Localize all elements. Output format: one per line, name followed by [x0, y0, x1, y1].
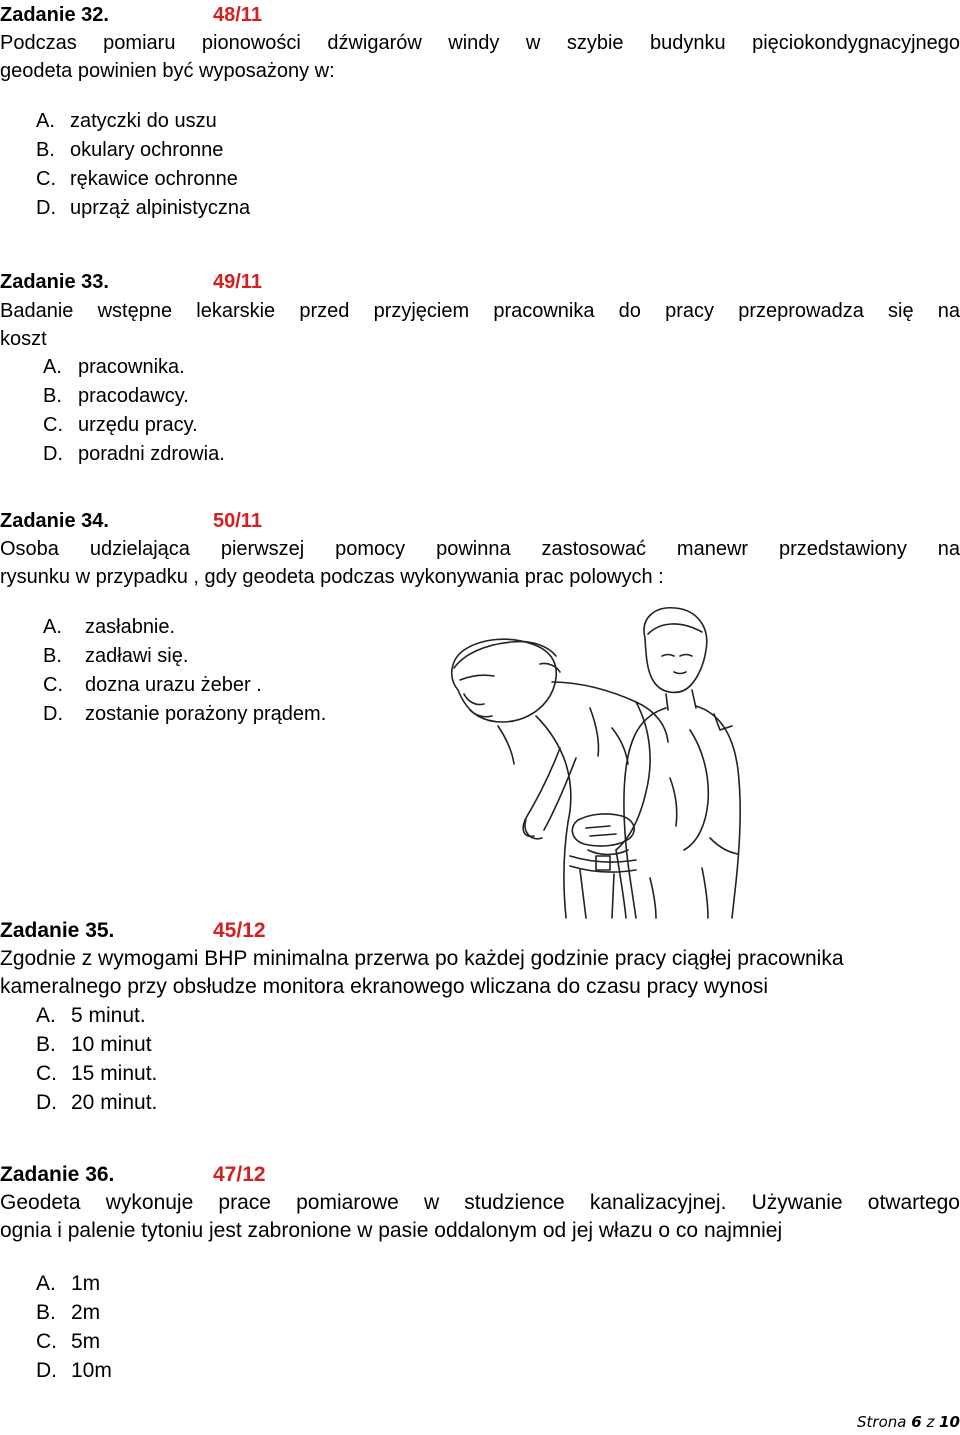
answer-text: 5m [71, 1330, 101, 1353]
answer-text: 5 minut. [71, 1004, 146, 1027]
answer-letter: B. [36, 1301, 56, 1324]
answer-letter: C. [36, 1330, 57, 1353]
answer-text: zostanie porażony prądem. [85, 703, 327, 725]
question-text-line: Zgodnie z wymogami BHP minimalna przerwa po każdej godzinie pracy ciągłej pracownika [0, 947, 844, 970]
answer-option[interactable] [0, 1298, 960, 1327]
answer-letter: D. [36, 1091, 57, 1114]
answer-letter: A. [43, 356, 62, 378]
answer-text: zatyczki do uszu [70, 110, 217, 132]
answer-text: zadławi się. [85, 645, 189, 667]
answer-text: 2m [71, 1301, 101, 1324]
answer-list [0, 1269, 960, 1385]
question-label: Zadanie 33. [0, 271, 109, 293]
answer-letter: B. [43, 385, 62, 407]
answer-text: rękawice ochronne [70, 168, 238, 190]
question-header [0, 917, 960, 945]
answer-option[interactable] [0, 440, 960, 469]
answer-option[interactable] [0, 194, 960, 223]
answer-letter: D. [36, 1359, 57, 1382]
question-text-line: geodeta powinien być wyposażony w: [0, 60, 335, 82]
answer-option[interactable] [0, 1059, 960, 1088]
answer-option[interactable] [0, 1327, 960, 1356]
answer-letter: D. [36, 197, 56, 219]
question-text-line: Podczas pomiaru pionowości dźwigarów windy w szybie budynku pięciokondygnacyjnego [0, 32, 960, 54]
question-text-line: rysunku w przypadku , gdy geodeta podczas wykonywania prac polowych : [0, 566, 664, 588]
answer-letter: B. [36, 139, 55, 161]
question-header [0, 268, 960, 296]
footer-page-number: 6 [911, 1413, 922, 1431]
question-code: 47/12 [213, 1163, 266, 1186]
question-text-line: ognia i palenie tytoniu jest zabronione w pasie oddalonym od jej włazu o co najmniej [0, 1219, 783, 1242]
answer-list [0, 1001, 960, 1117]
heimlich-maneuver-illustration [440, 598, 766, 920]
answer-text: dozna urazu żeber . [85, 674, 262, 696]
question-code: 49/11 [213, 271, 262, 293]
footer-prefix: Strona [857, 1413, 907, 1431]
answer-letter: A. [36, 110, 55, 132]
answer-option[interactable] [0, 411, 960, 440]
answer-option[interactable] [0, 1269, 960, 1298]
answer-option[interactable] [0, 165, 960, 194]
answer-text: uprząż alpinistyczna [70, 197, 251, 219]
answer-letter: C. [43, 414, 63, 436]
answer-list [0, 107, 960, 223]
answer-letter: C. [43, 674, 63, 696]
answer-letter: C. [36, 1062, 57, 1085]
answer-text: zasłabnie. [85, 616, 176, 638]
answer-letter: A. [36, 1272, 56, 1295]
question-header [0, 1, 960, 29]
answer-text: 10m [71, 1359, 112, 1382]
question-35 [0, 917, 960, 1117]
answer-text: 1m [71, 1272, 101, 1295]
answer-letter: D. [43, 703, 63, 725]
answer-text: 20 minut. [71, 1091, 158, 1114]
answer-letter: C. [36, 168, 56, 190]
answer-option[interactable] [0, 382, 960, 411]
answer-letter: B. [36, 1033, 56, 1056]
question-code: 48/11 [213, 4, 262, 26]
answer-letter: D. [43, 443, 63, 465]
question-label: Zadanie 34. [0, 510, 109, 532]
question-36 [0, 1161, 960, 1385]
question-header [0, 1161, 960, 1189]
answer-text: poradni zdrowia. [78, 443, 225, 465]
question-code: 50/11 [213, 510, 262, 532]
question-label: Zadanie 36. [0, 1163, 115, 1186]
answer-text: 15 minut. [71, 1062, 158, 1085]
question-33 [0, 268, 960, 469]
question-text-line: Geodeta wykonuje prace pomiarowe w studzience kanalizacyjnej. Używanie otwartego [0, 1191, 960, 1214]
question-text-line: koszt [0, 328, 47, 350]
answer-text: 10 minut [71, 1033, 152, 1056]
answer-letter: A. [36, 1004, 56, 1027]
answer-option[interactable] [0, 136, 960, 165]
answer-option[interactable] [0, 353, 960, 382]
answer-letter: B. [43, 645, 62, 667]
answer-letter: A. [43, 616, 62, 638]
answer-option[interactable] [0, 1088, 960, 1117]
answer-option[interactable] [0, 107, 960, 136]
footer-separator: z [926, 1413, 935, 1431]
footer-total-pages: 10 [939, 1413, 960, 1431]
question-header [0, 507, 960, 535]
question-label: Zadanie 32. [0, 4, 109, 26]
question-label: Zadanie 35. [0, 919, 115, 942]
question-32 [0, 1, 960, 223]
answer-list [0, 353, 960, 469]
answer-text: urzędu pracy. [78, 414, 198, 436]
question-code: 45/12 [213, 919, 266, 942]
answer-text: pracownika. [78, 356, 185, 378]
answer-option[interactable] [0, 1001, 960, 1030]
question-text-line: kameralnego przy obsłudze monitora ekranowego wliczana do czasu pracy wynosi [0, 975, 769, 998]
answer-text: okulary ochronne [70, 139, 224, 161]
answer-text: pracodawcy. [78, 385, 189, 407]
page-footer [857, 1411, 960, 1433]
answer-option[interactable] [0, 1356, 960, 1385]
answer-option[interactable] [0, 1030, 960, 1059]
question-text-line: Osoba udzielająca pierwszej pomocy powinna zastosować manewr przedstawiony na [0, 538, 960, 560]
question-text-line: Badanie wstępne lekarskie przed przyjęciem pracownika do pracy przeprowadza się na [0, 300, 960, 322]
